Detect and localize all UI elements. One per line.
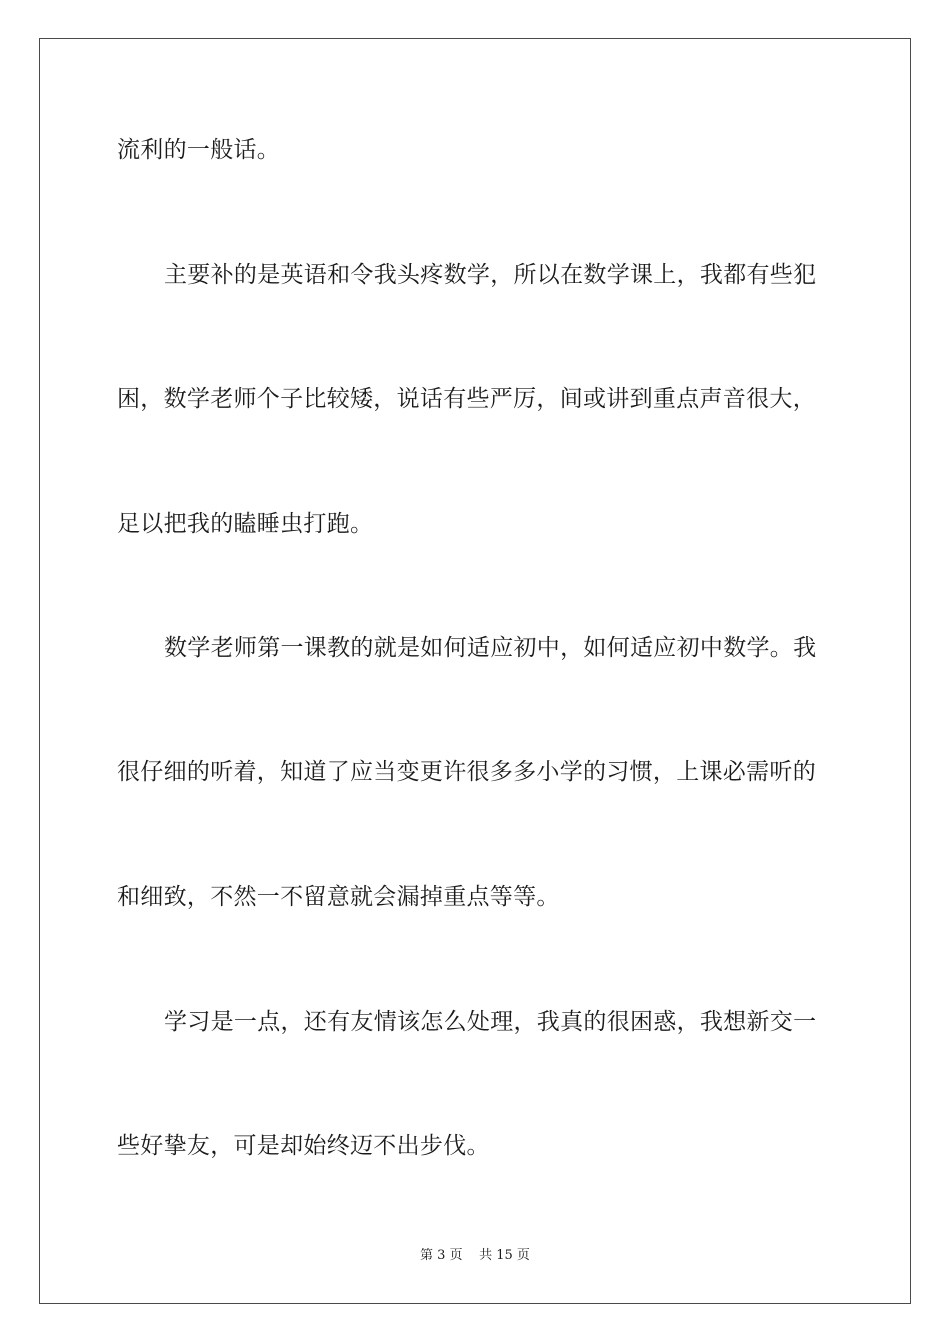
paragraph-start-line: 数学老师第一课教的就是如何适应初中，如何适应初中数学。我 — [164, 635, 817, 661]
text-line: 困，数学老师个子比较矮，说话有些严厉，间或讲到重点声音很大， — [117, 386, 816, 412]
page-total: 共 15 页 — [479, 1248, 530, 1263]
text-line: 流利的一般话。 — [117, 137, 281, 163]
paragraph-start-line: 学习是一点，还有友情该怎么处理，我真的很困惑，我想新交一 — [164, 1009, 817, 1035]
text-line: 很仔细的听着，知道了应当变更许很多多小学的习惯，上课必需听的 — [117, 759, 816, 785]
page-border — [39, 38, 911, 1304]
text-line: 和细致，不然一不留意就会漏掉重点等等。 — [117, 884, 560, 910]
text-line: 足以把我的瞌睡虫打跑。 — [117, 511, 374, 537]
text-line: 些好挚友，可是却始终迈不出步伐。 — [117, 1133, 490, 1159]
page-number: 第 3 页 — [420, 1248, 463, 1263]
page-footer — [0, 1248, 950, 1264]
paragraph-start-line: 主要补的是英语和令我头疼数学，所以在数学课上，我都有些犯 — [164, 262, 817, 288]
